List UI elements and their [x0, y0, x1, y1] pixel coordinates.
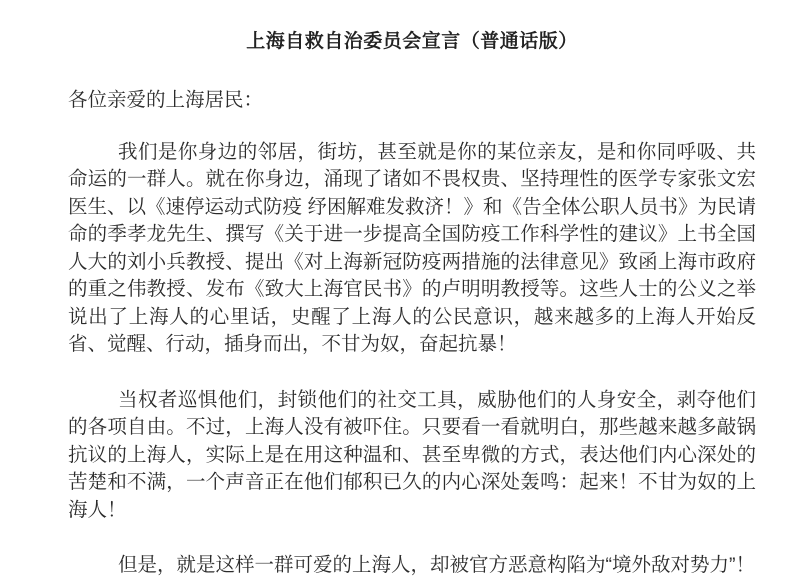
- paragraph-1: 我们是你身边的邻居，街坊，甚至就是你的某位亲友，是和你同呼吸、共命运的一群人。就在你身边，涌现了诸如不畏权贵、坚持理性的医学专家张文宏医生、以《速停运动式防疫 纾困解难发救济！》和《告全体公职人员书》为民请命的季孝龙先生、撰写《关于进一步提高全国防疫工作科学性的建议》上书全国人大的刘小兵教授、提出《对上海新冠防疫两措施的法律意见》致函上海市政府的重之伟教授、发布《致大上海官民书》的卢明明教授等。这些人士的公义之举说出了上海人的心里话，史醒了上海人的公民意识，越来越多的上海人开始反省、觉醒、行动，插身而出，不甘为奴，奋起抗暴！: [68, 140, 756, 355]
- paragraph-3: 但是，就是这样一群可爱的上海人，却被官方恶意构陷为“境外敌对势力”！: [118, 554, 755, 576]
- greeting-line: 各位亲爱的上海居民：: [68, 89, 264, 111]
- paragraph-2: 当权者巡惧他们，封锁他们的社交工具，威胁他们的人身安全，剥夺他们的各项自由。不过，上海人没有被吓住。只要看一看就明白，那些越来越多敲锅抗议的上海人，实际上是在用这种温和、甚至卑微的方式，表达他们内心深处的苦楚和不满，一个声音正在他们郁积已久的内心深处轰鸣：起来！不甘为奴的上海人！: [68, 388, 756, 521]
- document-title: 上海自救自治委员会宣言（普通话版）: [246, 31, 578, 52]
